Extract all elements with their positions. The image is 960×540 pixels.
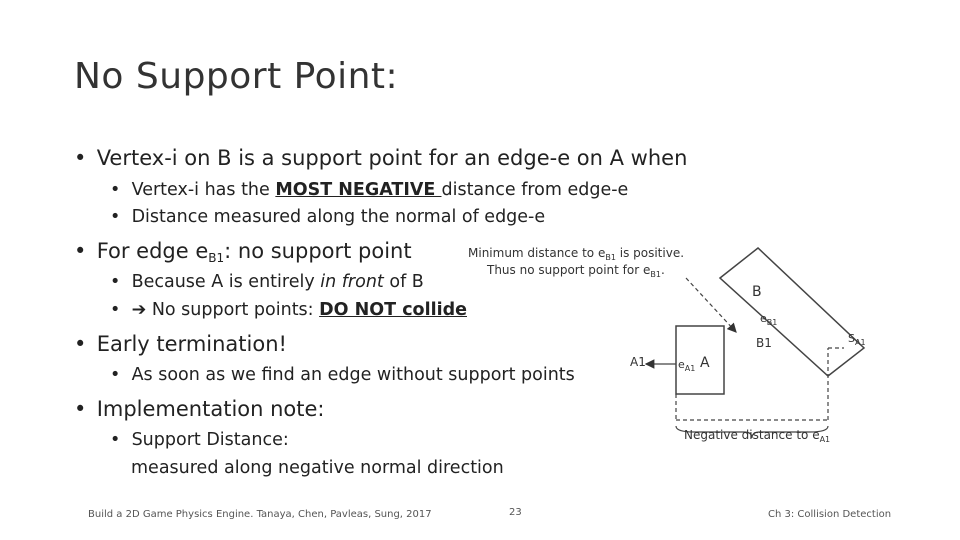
subbullet-do-not-collide [110,300,467,320]
subbullet-as-soon-as [110,365,575,385]
footer-chapter: Ch 3: Collision Detection [768,509,892,520]
bullet-text-pre: For edge e [96,239,209,263]
label-ea1: $e_{A1}$ [678,358,696,373]
label-sa1: $S_{A1}$ [848,332,866,347]
diagram-caption-line2-html: Thus no support point for $e_{B1}$. [487,263,665,279]
subbullet-in-front [110,272,424,292]
bullet-glyph: • [74,332,87,356]
box-b [720,248,864,376]
arrow-right-icon: ➔ [131,300,147,320]
footer-citation: Build a 2D Game Physics Engine. Tanaya, Chen, Pavleas, Sung, 2017 [88,509,432,520]
bullet-text-emphasis: DO NOT collide [319,300,467,320]
bullet-text-pre: No support points: [146,300,320,320]
bullet-text-italic: in front [320,272,384,292]
bullet-text-pre: Vertex-i has the [131,180,276,200]
subbullet-support-distance-line2: measured along negative normal direction [131,458,504,478]
bullet-text-post: : no support point [224,239,412,263]
bullet-glyph: • [74,146,87,170]
diagram-caption-line1-html: Minimum distance to $e_{B1}$ is positive. [468,246,685,262]
bullet-text: Implementation note: [96,397,325,421]
bullet-glyph: • [74,397,87,421]
slide-title: No Support Point: [74,56,399,97]
label-negative-distance: Negative distance to $e_{A1}$ [684,428,831,444]
label-a1: A1 [630,355,646,369]
bullet-support-point-definition [74,146,687,170]
bullet-early-termination [74,332,287,356]
bullet-text: As soon as we find an edge without support points [131,365,575,385]
bullet-text-subscript: B1 [208,251,225,265]
bullet-text-pre: Because A is entirely [131,272,321,292]
bullet-text-post: distance from edge-e [441,180,629,200]
label-b: B [752,284,762,300]
bullet-text-emphasis: MOST NEGATIVE [275,180,442,200]
slide-number: 23 [509,507,522,518]
bullet-glyph: • [110,207,121,227]
bullet-glyph: • [110,272,121,292]
label-a: A [700,355,710,371]
bullet-text: Early termination! [96,332,287,356]
subbullet-distance-normal [110,207,545,227]
subbullet-most-negative [110,180,628,200]
bullet-implementation-note [74,397,325,421]
bullet-glyph: • [110,180,121,200]
bullet-glyph: • [110,300,121,320]
bullet-glyph: • [74,239,87,263]
bullet-glyph: • [110,430,121,450]
bullet-text: Support Distance: [131,430,289,450]
bullet-edge-eb1 [74,239,412,265]
bullet-glyph: • [110,365,121,385]
label-eb1: $e_{B1}$ [760,312,778,327]
bullet-text: Distance measured along the normal of edge-e [131,207,546,227]
bullet-text: Vertex-i on B is a support point for an edge-e on A when [96,146,688,170]
bullet-text-post: of B [383,272,424,292]
label-b1: B1 [756,336,772,350]
subbullet-support-distance [110,430,289,450]
